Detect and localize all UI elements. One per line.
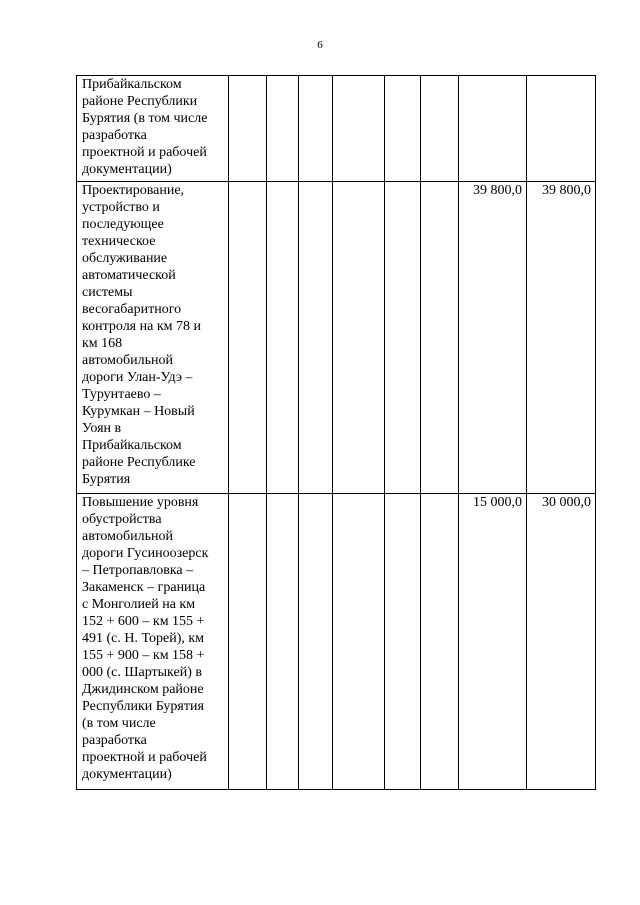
value-cell-2: 30 000,0 <box>527 494 596 790</box>
row-description: Прибайкальском районе Республики Бурятия (в том числе разработка проектной и рабочей документации) <box>77 76 229 182</box>
empty-cell <box>333 494 385 790</box>
value-cell-2: 39 800,0 <box>527 182 596 494</box>
page-number: 6 <box>317 39 323 51</box>
empty-cell <box>267 76 299 182</box>
value-cell-2 <box>527 76 596 182</box>
empty-cell <box>421 494 459 790</box>
empty-cell <box>267 182 299 494</box>
table-row <box>77 76 596 182</box>
empty-cell <box>299 76 333 182</box>
empty-cell <box>421 76 459 182</box>
empty-cell <box>385 76 421 182</box>
empty-cell <box>299 494 333 790</box>
empty-cell <box>333 182 385 494</box>
empty-cell <box>421 182 459 494</box>
budget-table <box>76 75 596 790</box>
table-row <box>77 494 596 790</box>
empty-cell <box>385 182 421 494</box>
empty-cell <box>229 182 267 494</box>
value-cell-1: 15 000,0 <box>459 494 527 790</box>
empty-cell <box>267 494 299 790</box>
empty-cell <box>385 494 421 790</box>
row-description: Повышение уровня обустройства автомобильной дороги Гусиноозерск – Петропавловка – Закаменск – граница с Монголией на км 152 + 600 – км 155 + 491 (с. Н. Торей), км 155 + 900 – км 158 + 000 (с. Шартыкей) в Джидинском районе Республики Бурятия (в том числе разработка проектной и рабочей документации) <box>77 494 229 790</box>
value-cell-1 <box>459 76 527 182</box>
empty-cell <box>299 182 333 494</box>
empty-cell <box>229 494 267 790</box>
row-description: Проектирование, устройство и последующее техническое обслуживание автоматической системы весогабаритного контроля на км 78 и км 168 автомобильной дороги Улан-Удэ – Турунтаево – Курумкан – Новый Уоян в Прибайкальском районе Республике Бурятия <box>77 182 229 494</box>
value-cell-1: 39 800,0 <box>459 182 527 494</box>
empty-cell <box>333 76 385 182</box>
empty-cell <box>229 76 267 182</box>
table-row <box>77 182 596 494</box>
